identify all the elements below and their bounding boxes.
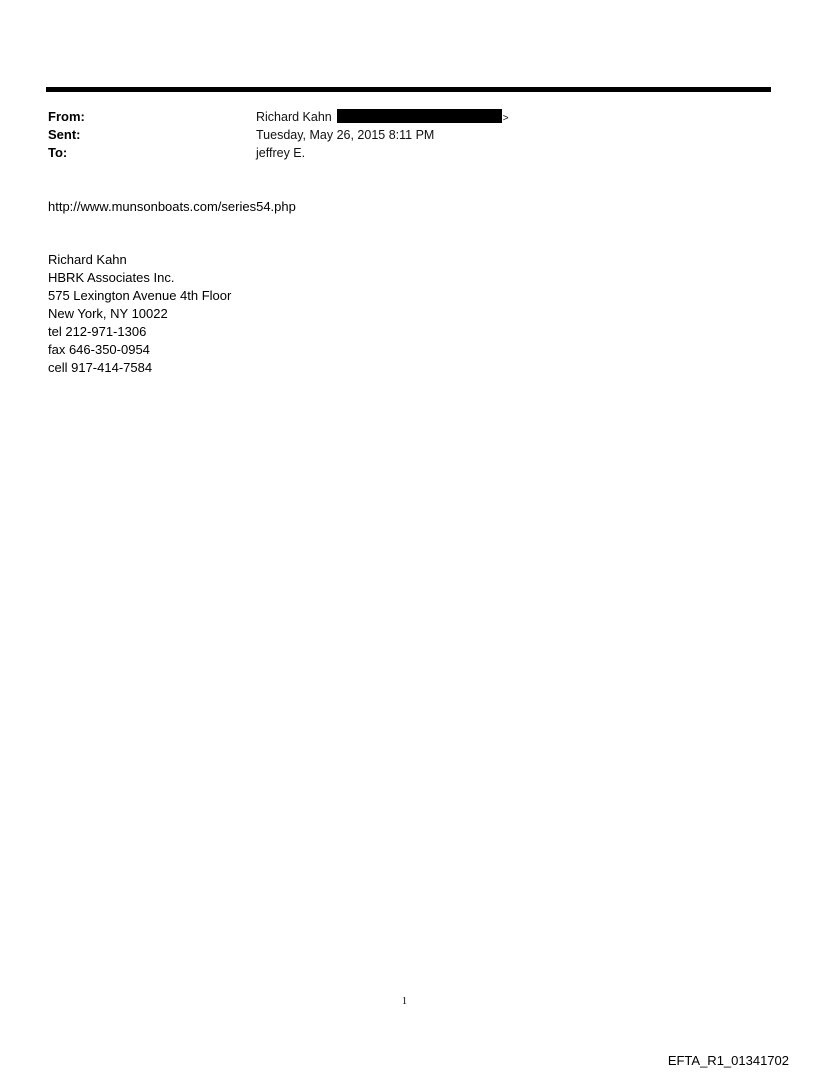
redaction-block bbox=[337, 109, 502, 123]
body-url[interactable]: http://www.munsonboats.com/series54.php bbox=[48, 199, 296, 214]
signature-tel: tel 212-971-1306 bbox=[48, 324, 147, 339]
document-id: EFTA_R1_01341702 bbox=[667, 1053, 789, 1068]
page-number: 1 bbox=[402, 996, 407, 1007]
signature-fax: fax 646-350-0954 bbox=[48, 342, 150, 357]
signature-address-line1: 575 Lexington Avenue 4th Floor bbox=[48, 288, 232, 303]
signature-company: HBRK Associates Inc. bbox=[48, 270, 175, 285]
signature-name: Richard Kahn bbox=[48, 252, 127, 267]
sent-row bbox=[48, 126, 748, 144]
to-value: jeffrey E. bbox=[256, 146, 306, 160]
email-header bbox=[48, 108, 748, 162]
email-signature bbox=[48, 251, 231, 377]
redaction-end-bracket: > bbox=[502, 113, 509, 124]
header-divider bbox=[46, 87, 771, 92]
to-label: To: bbox=[48, 145, 68, 160]
signature-cell: cell 917-414-7584 bbox=[48, 360, 153, 375]
from-sender-name: Richard Kahn bbox=[256, 110, 332, 124]
to-row bbox=[48, 144, 748, 162]
signature-address-line2: New York, NY 10022 bbox=[48, 306, 168, 321]
from-value bbox=[256, 108, 509, 128]
from-row bbox=[48, 108, 748, 126]
from-label: From: bbox=[48, 109, 85, 124]
sent-label: Sent: bbox=[48, 127, 81, 142]
sent-value: Tuesday, May 26, 2015 8:11 PM bbox=[256, 128, 435, 142]
